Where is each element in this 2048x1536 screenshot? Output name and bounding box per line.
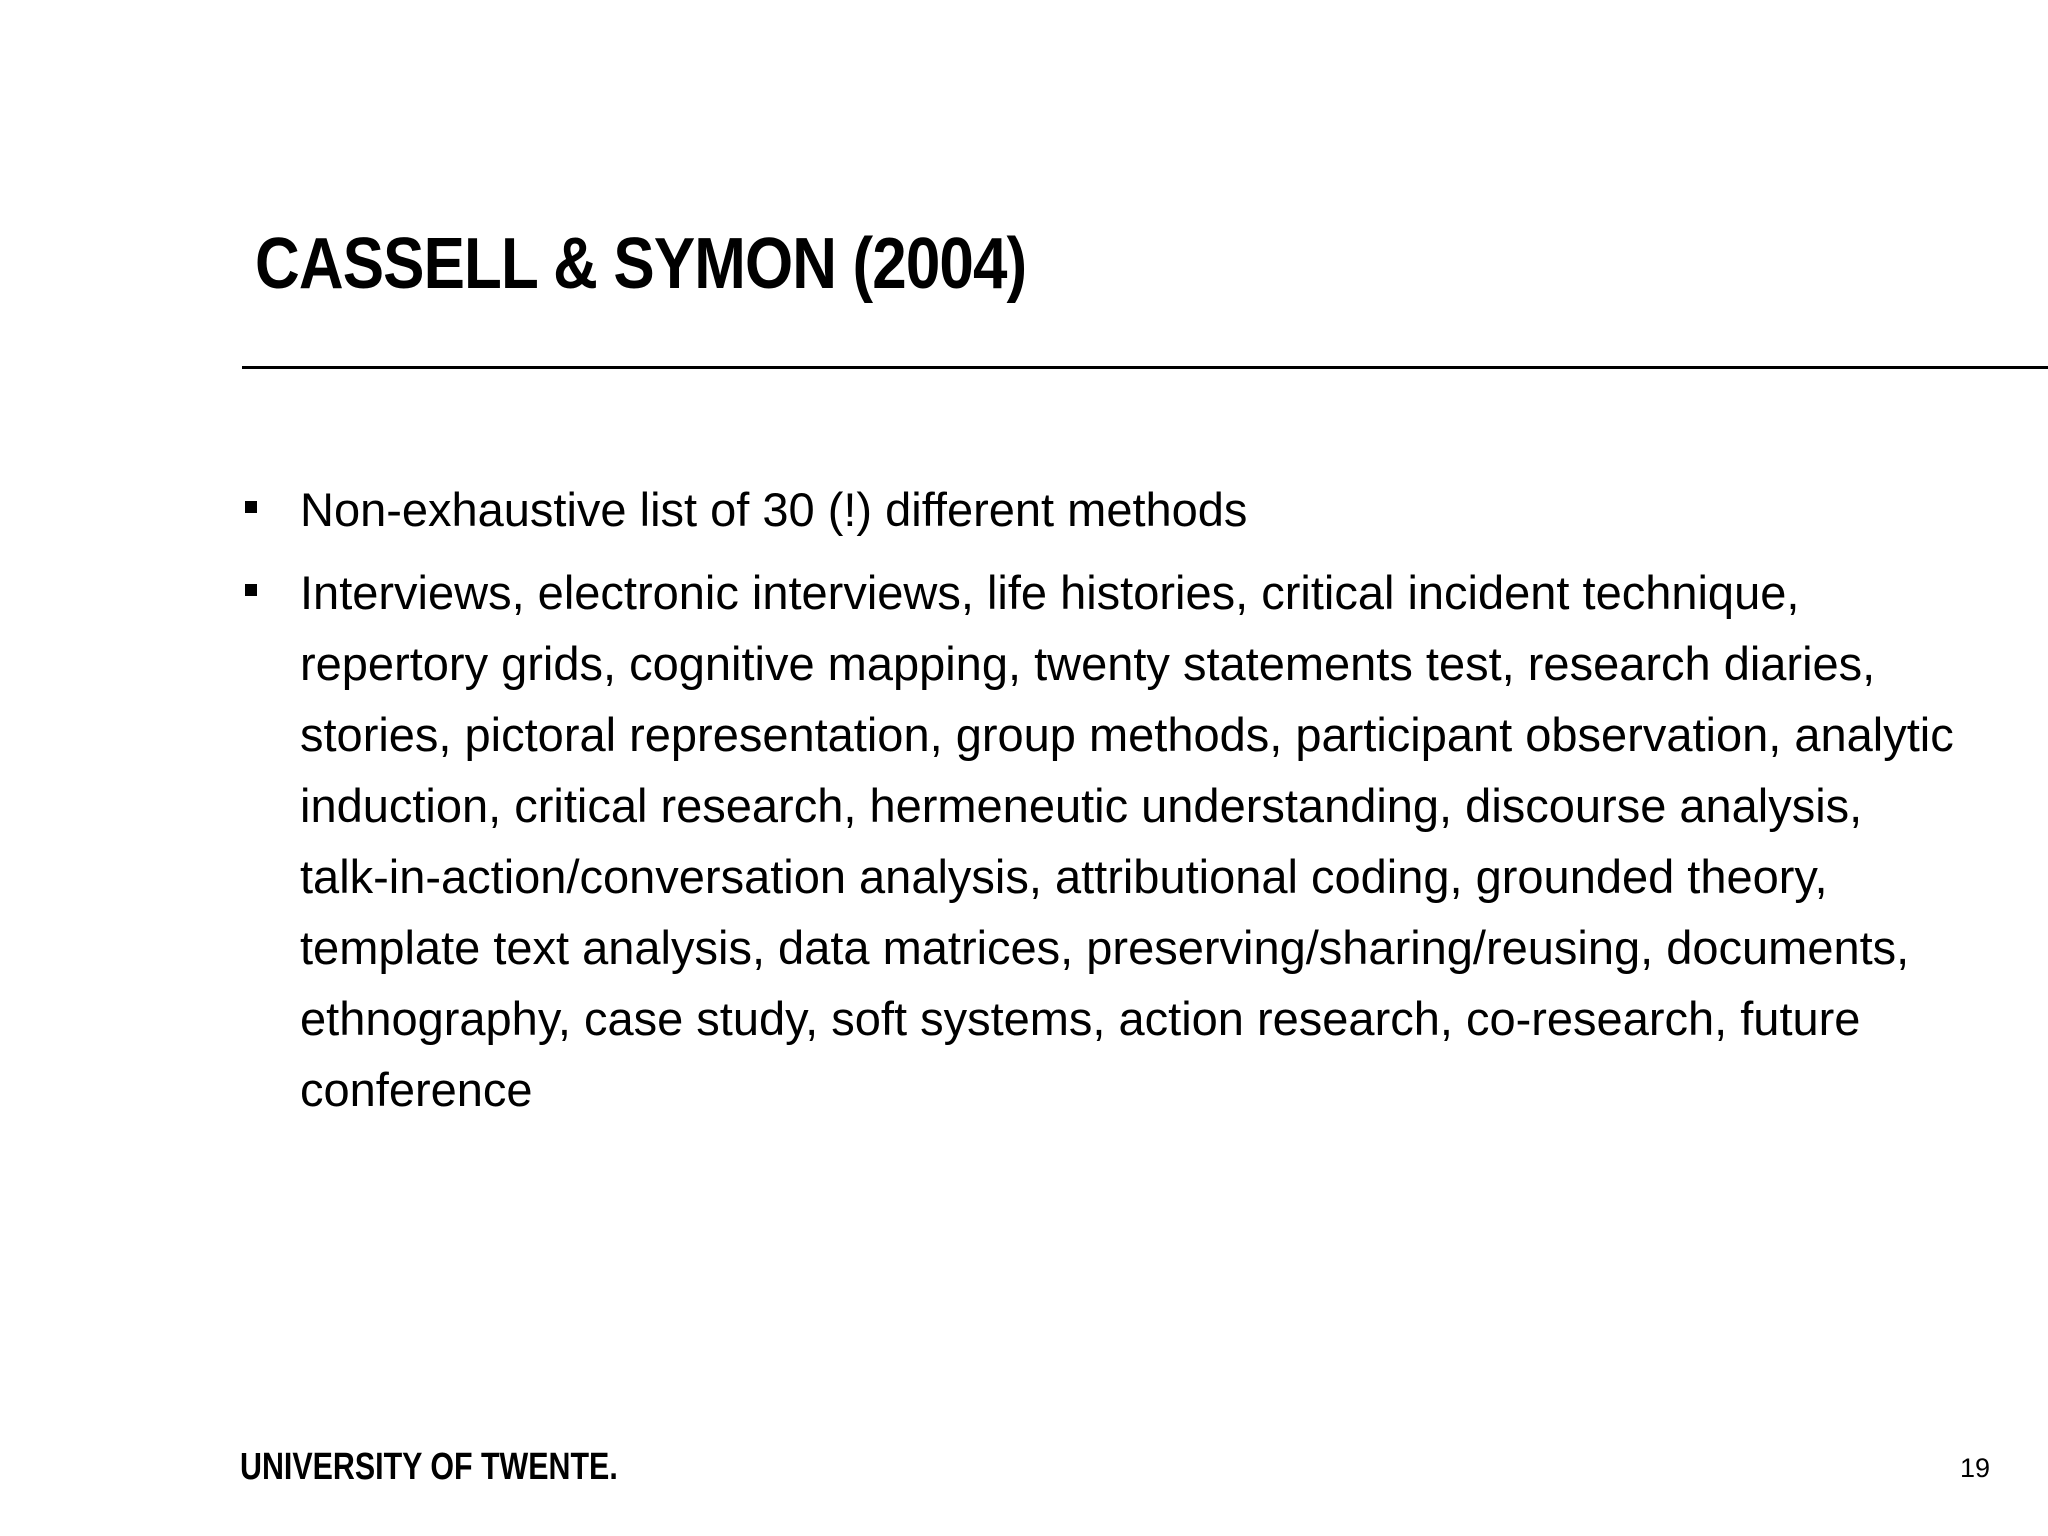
page-number: 19 [1959,1453,1990,1483]
bullet-item [242,474,1962,545]
slide-title: CASSELL & SYMON (2004) [255,224,1027,304]
square-bullet-icon [245,501,257,513]
square-bullet-icon [245,584,257,596]
title-divider [242,366,2048,369]
bullet-item [242,557,1962,1125]
university-logo: UNIVERSITY OF TWENTE. [240,1446,618,1488]
bullet-text: Interviews, electronic interviews, life histories, critical incident technique, repertory grids, cognitive mapping, twenty statements test, research diaries, stories, pictoral representation, group methods, participant observation, analytic induction, critical research, hermeneutic understanding, discourse analysis, talk-in-action/conversation analysis, attributional coding, grounded theory, template text analysis, data matrices, preserving/sharing/reusing, documents, ethnography, case study, soft systems, action research, co-research, future conference [300,566,1954,1116]
bullet-list [242,474,1962,1137]
bullet-text: Non-exhaustive list of 30 (!) different methods [300,483,1248,536]
